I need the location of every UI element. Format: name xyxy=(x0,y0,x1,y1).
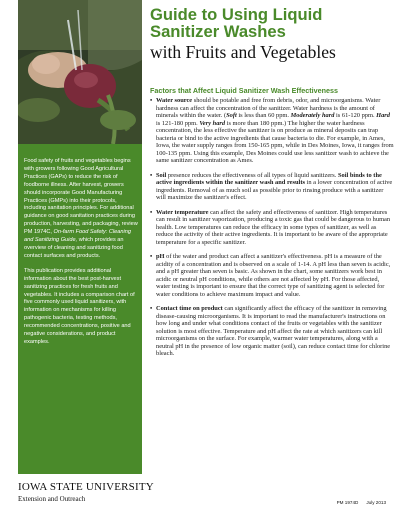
publication-info xyxy=(337,500,386,505)
list-item-water-source: • Water source should be potable and free from debris, odor, and microorganisms. Water hardness can affect the concentration of the sanitizer. Water hardness is the amount of minerals within the water. (Soft is less than 60 ppm. Moderately hard is 61-120 ppm. Hard is 121-180 ppm. Very hard is more than 180 ppm.) The higher the water hardness concentration, the less effective the sanitizer is on produce as mineral deposits can trap bacteria or bind to the active ingredients that cause bacteria to die. For example, in Ames, Iowa, the water supply ranges from 150-165 ppm, while in Des Moines, Iowa, it ranges from 100-135 ppm. Using this example, Des Moines could use less sanitizer wash to achieve the same sanitizer concentration as Ames. xyxy=(150,97,394,165)
factors-list xyxy=(150,97,394,365)
sidebar-panel xyxy=(18,0,142,474)
publication-date: July 2013 xyxy=(366,500,386,505)
university-logo: IOWA STATE UNIVERSITY xyxy=(18,481,154,493)
sidebar-paragraph-1: Food safety of fruits and vegetables begins with growers following Good Agricultural Practices (GAPs) to reduce the risk of foodborne illness. After harvest, growers should incorporate Good Manufacturing Practices (GMPs) into their protocols, including sanitation principles. For additional guidance on good sanitation practices during production, harvesting, and packaging, review PM 1974C, On-farm Food Safety: Cleaning and Sanitizing Guide, which provides an overview of cleaning and sanitizing food contact surfaces and products. xyxy=(24,158,138,259)
publication-number: PM 1974D xyxy=(336,500,359,505)
list-item-soil: • Soil presence reduces the effectiveness of all types of liquid sanitizers. Soil binds to the active ingredients within the sanitizer wash and results in a lower concentration of active ingredients. Removal of as much soil as possible prior to rinsing produce with a sanitizer will maximize the sanitizer's effect. xyxy=(150,172,394,202)
produce-washing-photo xyxy=(18,0,142,144)
cross-reference-title: On-farm Food Safety: Cleaning and Sanitizing Guide, xyxy=(24,229,131,244)
extension-label: Extension and Outreach xyxy=(18,495,86,503)
page-subtitle: with Fruits and Vegetables xyxy=(150,42,336,62)
list-item-water-temperature: • Water temperature can affect the safety and effectiveness of sanitizer. High temperatures can result in sanitizer vaporization, producing a toxic gas that could be dangerous to human health. Low temperatures can reduce the efficacy in some types of sanitizer, as well as reduce the activity of their active ingredients. It is important to be aware of the appropriate temperature for a specific sanitizer. xyxy=(150,209,394,247)
page-title: Guide to Using Liquid Sanitizer Washes xyxy=(150,5,323,41)
section-heading: Factors that Affect Liquid Sanitizer Wash Effectiveness xyxy=(150,86,338,95)
list-item-ph: • pH of the water and product can affect a sanitizer's effectiveness. pH is a measure of the acidity of a concentration and is observed on a scale of 1-14. A pH less than seven is acidic, and a pH greater than seven is basic. As shown in the chart, some sanitizers work best in acidic or neutral pH conditions, while others are not affected by pH. For those affected, water testing is important to ensure that the correct type of sanitizing agent is selected for water conditions to achieve maximum impact and value. xyxy=(150,253,394,298)
sidebar-intro-text xyxy=(24,158,138,354)
list-item-contact-time: • Contact time on product can significantly affect the efficacy of the sanitizer in removing disease-causing microorganisms. It is important to read the manufacturer's instructions on how long and under what conditions contact of the fruits or vegetables with the sanitizer solution is most effective. Temperature and pH affect the rate at which sanitizers can kill microorganisms on the surface. For example, warmer water temperatures, along with a neutral pH in the presence of low organic matter (soil), can reduce contact time for chlorine bleach. xyxy=(150,305,394,358)
sidebar-paragraph-2: This publication provides additional information about the best post-harvest sanitizing practices for fresh fruits and vegetables. It includes a comparison chart of five commonly used liquid sanitizers, with information on mechanisms for killing pathogenic bacteria, testing methods, recommended concentrations, positive and negative considerations, and product examples. xyxy=(24,267,135,345)
